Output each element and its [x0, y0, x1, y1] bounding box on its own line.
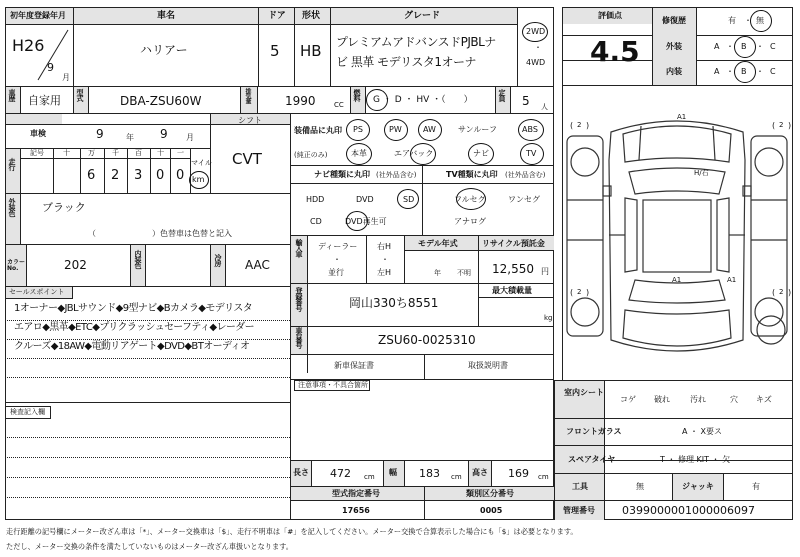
ext-sep-1: ・: [726, 42, 734, 51]
score-value: 4.5: [590, 35, 640, 68]
exterior-label: 外装: [666, 42, 682, 51]
width-label: 幅: [389, 468, 397, 477]
length-label: 長さ: [293, 468, 309, 477]
equip-navi: ナビ: [473, 149, 489, 158]
color-code: 202: [64, 258, 87, 272]
sheet-yogore: 汚れ: [690, 395, 706, 404]
width-unit: cm: [451, 473, 462, 481]
exterior-b: B: [741, 42, 747, 51]
interior-a: A: [714, 67, 720, 76]
sheet-kizu: キズ: [756, 395, 772, 404]
navi-dvd-play: DVD再生可: [345, 217, 387, 226]
cc-unit: CC: [334, 101, 344, 109]
import-h-sep: ・: [381, 255, 389, 264]
sales-point-line-3: クルーズ◆18AW◆電動リアゲート◆DVD◆BTオーディオ: [14, 341, 250, 352]
equip-leather: 本革: [351, 149, 367, 158]
bracket-bottom-right: (: [772, 288, 776, 297]
bracket-top-right-value: 2: [779, 121, 784, 129]
repair-label: 修復歴: [662, 16, 686, 25]
import-label: 輸入車: [295, 239, 303, 257]
era-year: H26: [12, 36, 45, 55]
drive-4wd: 4WD: [526, 58, 546, 67]
mileage-header-2: 千: [112, 149, 119, 157]
interior-sheet-label: 室内シート: [564, 388, 604, 397]
bracket-bottom-left-value: 2: [577, 288, 582, 296]
equip-airbag: エアバック: [394, 149, 434, 158]
capacity: 5: [522, 94, 530, 108]
category-value: 0005: [480, 506, 503, 515]
mileage-header-5: 一: [177, 149, 184, 157]
ac-label: 冷房: [214, 254, 222, 266]
equipment-label: 装備品に丸印: [294, 126, 342, 135]
mileage-unit: km: [192, 175, 205, 184]
bracket-bottom-right-close: ): [788, 288, 792, 297]
footer-line-1: 走行距離の記号欄にメーター改ざん車は「*」、メーター交換車は「$」、走行不明車は「#」を記入してください。メーター交換で合算表示した場合にも「$」は必要となります。: [6, 527, 578, 536]
mileage-label: 走行: [8, 158, 16, 170]
mileage-digit-4: 0: [156, 168, 165, 183]
inspection-label: 車検: [30, 129, 46, 138]
shift-label: シフト: [238, 116, 262, 125]
inspection-notes-label: 検査記入欄: [10, 408, 45, 416]
equip-sunroof: サンルーフ: [458, 125, 497, 134]
registration-value: 岡山330ち8551: [349, 296, 439, 310]
sales-point-line-2: エアロ◆黒革◆ETC◆プリクラッシュセーフティ◆レーダー: [14, 322, 255, 333]
drive-2wd: 2WD: [526, 27, 546, 36]
first-reg-month: 9: [47, 61, 54, 74]
int-sep-2: ・: [756, 67, 764, 76]
bracket-top-right-close: ): [788, 121, 792, 130]
interior-b: B: [741, 67, 747, 76]
recycle-value: 12,550: [492, 262, 534, 276]
mileage-header-0: 十: [63, 149, 70, 157]
usage-label: 車歴: [8, 89, 16, 101]
diagram-a1-bottom: A1: [672, 276, 682, 284]
mileage-header-3: 百: [135, 149, 142, 157]
footer-line-2: ただし、メーター交換の条件を満たしていないものはメーター改ざん車扱いとなります。: [6, 542, 293, 551]
repair-no: 無: [756, 16, 764, 25]
sales-point-label: セールスポイント: [9, 288, 65, 296]
jack-value: 有: [752, 482, 760, 491]
displacement-label: 排気量: [244, 88, 251, 103]
height-unit: cm: [538, 473, 549, 481]
mileage-unit-label: マイル: [191, 159, 212, 167]
interior-c: C: [770, 67, 776, 76]
jack-label: ジャッキ: [682, 482, 714, 491]
bracket-top-left-close: ): [586, 121, 590, 130]
width-value: 183: [419, 467, 440, 480]
mileage-digit-1: 6: [87, 168, 96, 183]
height-value: 169: [508, 467, 529, 480]
capacity-unit: 人: [541, 103, 548, 111]
inspection-month-unit: 月: [186, 133, 194, 142]
new-car-warranty: 新車保証書: [334, 361, 374, 370]
first-registration-label: 初年度登録年月: [10, 11, 66, 20]
owners-manual: 取扱説明書: [468, 361, 508, 370]
displacement: 1990: [285, 94, 316, 108]
shift: CVT: [232, 150, 262, 168]
inspection-year-unit: 年: [126, 133, 134, 142]
inspection-month: 9: [160, 127, 168, 141]
shape-label: 形状: [302, 11, 321, 21]
car-diagram: [563, 100, 792, 375]
management-value: 0399000001000006097: [622, 504, 755, 517]
tools-label: 工具: [572, 482, 588, 491]
inspection-year: 9: [96, 127, 104, 141]
fuel-options: G ・ D ・ HV ・（ ）: [373, 95, 473, 105]
model-year-unknown: 不明: [457, 269, 471, 277]
management-label: 管理番号: [563, 506, 595, 515]
color-value: ブラック: [42, 201, 86, 214]
bracket-bottom-left-close: ): [586, 288, 590, 297]
dvd-play-circle: [346, 211, 368, 231]
fuel-label: 燃料: [353, 89, 361, 101]
import-dealer: ディーラー: [318, 242, 358, 251]
sheet-yabure: 破れ: [654, 395, 670, 404]
model-year-unit: 年: [434, 269, 441, 277]
usage: 自家用: [28, 94, 61, 107]
recycle-unit: 円: [541, 267, 549, 276]
chassis-label: 車台番号: [295, 327, 303, 347]
equip-tv: TV: [526, 149, 537, 158]
equip-abs: ABS: [522, 125, 538, 134]
left-form-frame: [5, 7, 554, 520]
repair-yes: 有: [728, 16, 736, 25]
mileage-header-4: 十: [157, 149, 164, 157]
first-reg-month-unit: 月: [62, 73, 70, 82]
max-load-label: 最大積載量: [492, 286, 532, 295]
front-glass-label: フロントガラス: [566, 427, 622, 436]
shape: HB: [300, 42, 322, 60]
tools-value: 無: [636, 482, 644, 491]
spare-tire-options: T ・ 修理 KIT ・ 欠: [660, 455, 731, 464]
import-parallel: 並行: [328, 268, 344, 277]
max-load-unit: kg: [544, 314, 553, 322]
airbag-circle: [410, 143, 436, 165]
color-code-label: カラーNo.: [7, 259, 26, 272]
interior-label: 内装: [666, 67, 682, 76]
repair-sep: ・: [744, 16, 752, 25]
registration-label: 登録番号: [295, 287, 303, 311]
tv-type-note: (社外品含む): [505, 171, 546, 179]
import-right-h: 右H: [377, 242, 392, 251]
diagram-a1-right: A1: [727, 276, 737, 284]
mileage-header-1: 万: [88, 149, 95, 157]
category-label: 類別区分番号: [466, 489, 514, 498]
mileage-mark-header: 記号: [30, 149, 44, 157]
score-label: 評価点: [598, 11, 622, 20]
car-name: ハリアー: [140, 43, 188, 57]
int-sep-1: ・: [726, 67, 734, 76]
bracket-top-left: (: [570, 121, 574, 130]
color-label: 外装色: [8, 198, 16, 216]
ext-sep-2: ・: [756, 42, 764, 51]
equip-ps: PS: [353, 125, 363, 134]
tv-analog: アナログ: [454, 217, 486, 226]
navi-sd: SD: [403, 195, 415, 204]
grade-line-1: プレミアムアドバンスドPJBLナ: [336, 35, 496, 49]
door-label: ドア: [268, 11, 286, 21]
type-no-value: 17656: [342, 506, 370, 515]
recycle-label: リサイクル預託金: [482, 239, 545, 248]
length-value: 472: [330, 467, 351, 480]
doors: 5: [270, 42, 280, 60]
model-year-label: モデル年式: [418, 239, 458, 248]
caution-label: 注意事項・不具合箇所: [298, 381, 368, 389]
navi-hdd: HDD: [306, 195, 325, 204]
exterior-c: C: [770, 42, 776, 51]
bracket-top-right: (: [772, 121, 776, 130]
model: DBA-ZSU60W: [120, 94, 202, 108]
equipment-sub-label: (純正のみ): [294, 151, 328, 159]
import-left-h: 左H: [377, 268, 392, 277]
diagram-hs: H/右: [694, 169, 709, 177]
bracket-bottom-right-value: 2: [779, 288, 784, 296]
diagram-a1-top: A1: [677, 113, 687, 121]
mileage-digit-5: 0: [176, 168, 185, 183]
mileage-digit-2: 2: [111, 168, 120, 183]
drive-separator: ・: [534, 43, 542, 52]
interior-color-label: 内装色: [134, 250, 142, 268]
bracket-bottom-left: (: [570, 288, 574, 297]
height-label: 高さ: [472, 468, 488, 477]
bracket-top-left-value: 2: [577, 121, 582, 129]
capacity-label: 定員: [498, 89, 506, 101]
sheet-ana: 穴: [730, 395, 738, 404]
import-sep: ・: [333, 255, 341, 264]
navi-type-note: (社外品含む): [376, 171, 417, 179]
length-unit: cm: [364, 473, 375, 481]
equip-aw: AW: [423, 125, 436, 134]
front-glass-options: A ・ X要ス: [682, 427, 723, 436]
model-label: 型式: [76, 89, 84, 101]
grade-label: グレード: [404, 11, 441, 21]
mileage-digit-3: 3: [134, 168, 143, 183]
navi-cd: CD: [310, 217, 322, 226]
tv-fullseg: フルセグ: [454, 195, 486, 204]
tv-oneseg: ワンセグ: [508, 195, 540, 204]
sheet-koge: コゲ: [620, 395, 636, 404]
chassis-value: ZSU60-0025310: [378, 333, 476, 347]
sales-point-line-1: 1オーナー◆JBLサウンド◆9型ナビ◆Bカメラ◆モデリスタ: [14, 303, 253, 314]
color-note: （ ）色替車は色替と記入: [88, 229, 232, 238]
exterior-a: A: [714, 42, 720, 51]
type-no-label: 型式指定番号: [332, 489, 380, 498]
navi-dvd: DVD: [356, 195, 374, 204]
spare-tire-label: スペアタイヤ: [568, 455, 616, 464]
navi-type-label: ナビ種類に丸印: [314, 170, 370, 179]
equip-pw: PW: [389, 125, 402, 134]
grade-line-2: ビ 黒革 モデリスタ1オーナ: [336, 55, 477, 69]
tv-type-label: TV種類に丸印: [446, 170, 498, 179]
car-name-label: 車名: [157, 11, 176, 21]
ac-value: AAC: [245, 258, 270, 272]
